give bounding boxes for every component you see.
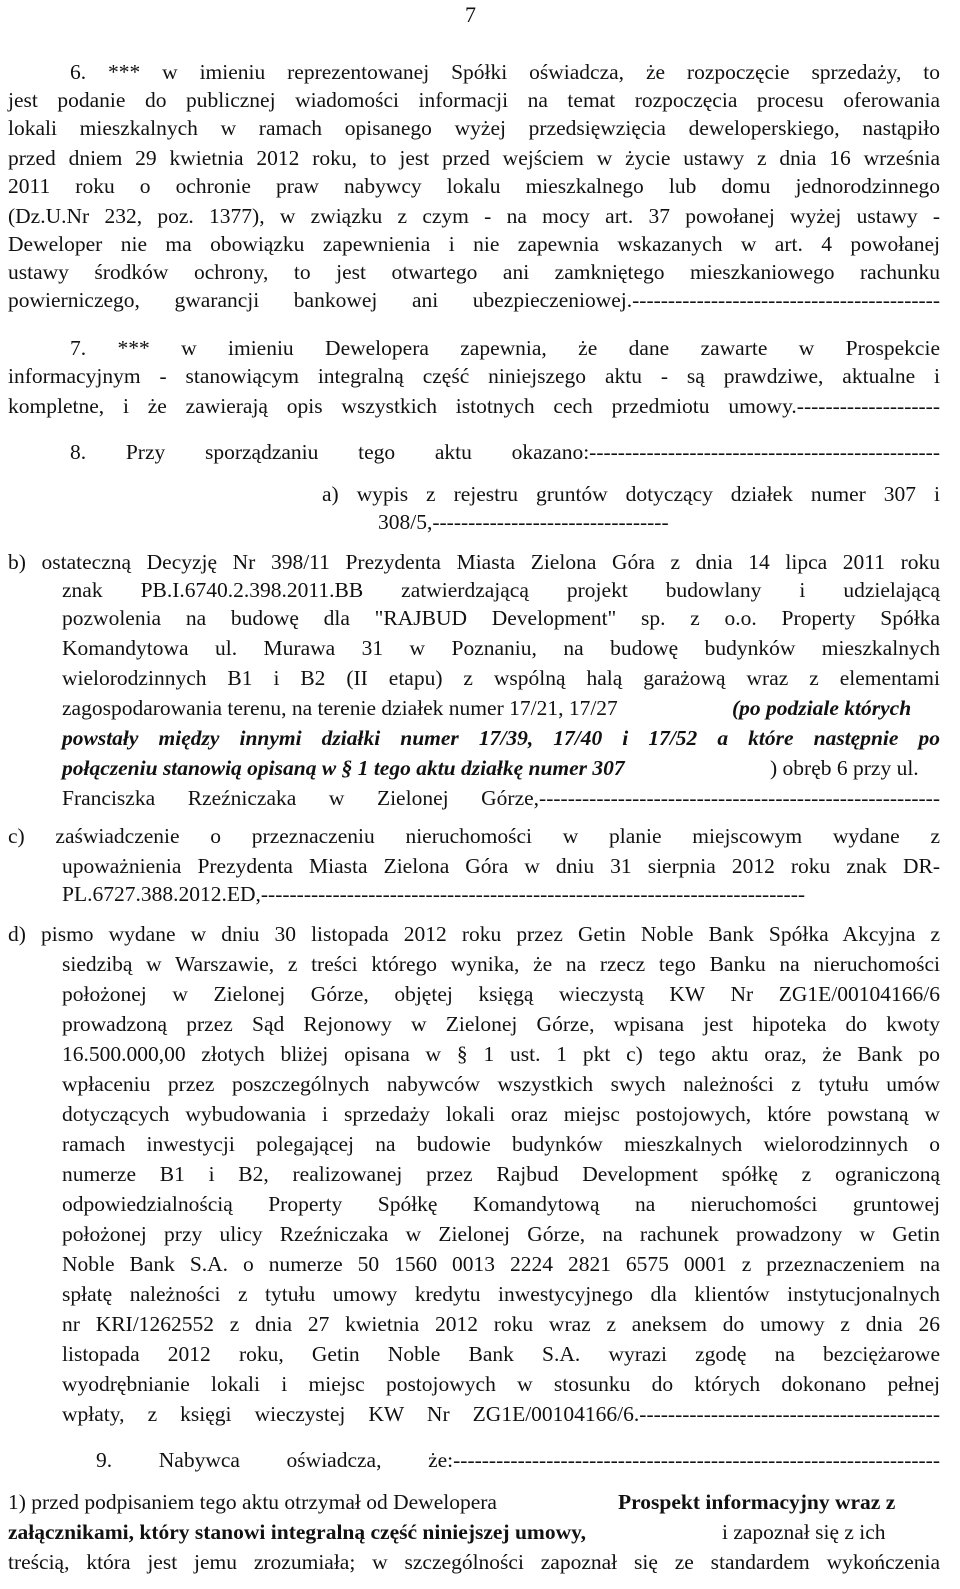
text-line: numerze B1 i B2, realizowanej przez Rajbud Development spółkę z ograniczoną [62,1162,940,1186]
text-line: b) ostateczną Decyzję Nr 398/11 Prezydenta Miasta Zielona Góra z dnia 14 lipca 2011 roku [8,550,940,574]
text-line: listopada 2012 roku, Getin Noble Bank S.A. wyrazi zgodę na bezciężarowe [62,1342,940,1366]
text-line: (po podziale których [732,696,912,720]
text-line: PL.6727.388.2012.ED,---------------------------------------------------------------------------- [62,882,806,906]
text-line: d) pismo wydane w dniu 30 listopada 2012 roku przez Getin Noble Bank Spółka Akcyjna z [8,922,940,946]
text-line: 16.500.000,00 złotych bliżej opisana w § 1 ust. 1 pkt c) tego aktu oraz, że Bank po [62,1042,940,1066]
text-line: Franciszka Rzeźniczaka w Zielonej Górze,-------------------------------------------------------- [62,786,940,810]
text-line: znak PB.I.6740.2.398.2011.BB zatwierdzającą projekt budowlany i udzielającą [62,578,940,602]
text-line: kompletne, i że zawierają opis wszystkich istotnych cech przedmiotu umowy.-------------------- [8,394,940,418]
text-line: wielorodzinnych B1 i B2 (II etapu) z wspólną halą garażową wraz z elementami [62,666,940,690]
text-line: wyodrębnianie lokali i miejsc postojowych w stosunku do których dokonano pełnej [62,1372,940,1396]
text-line: 6. *** w imieniu reprezentowanej Spółki oświadcza, że rozpoczęcie sprzedaży, to [70,60,940,84]
text-line: ustawy środków ochrony, to jest otwartego ani zamkniętego mieszkaniowego rachunku [8,260,940,284]
text-line: zagospodarowania terenu, na terenie działek numer 17/21, 17/27 [62,696,618,720]
text-line: Deweloper nie ma obowiązku zapewnienia i nie zapewnia wskazanych w art. 4 powołanej [8,232,940,256]
text-line: lokali mieszkalnych w ramach opisanego wyżej przedsięwzięcia deweloperskiego, nastąpiło [8,116,940,140]
text-line: spłatę należności z tytułu umowy kredytu inwestycyjnego dla klientów instytucjonalnych [62,1282,940,1306]
text-line: dotyczących wybudowania i sprzedaży lokali oraz miejsc postojowych, które powstaną w [62,1102,940,1126]
text-line: odpowiedzialnością Property Spółkę Komandytową na nieruchomości gruntowej [62,1192,940,1216]
text-line: nr KRI/1262552 z dnia 27 kwietnia 2012 roku wraz z aneksem do umowy z dnia 26 [62,1312,940,1336]
text-line: powstały między innymi działki numer 17/39, 17/40 i 17/52 a które następnie po [62,726,940,750]
text-line: powierniczego, gwarancji bankowej ani ubezpieczeniowej.------------------------------------------- [8,288,940,312]
page-number: 7 [465,2,476,27]
text-line: położonej w Zielonej Górze, objętej księgą wieczystą KW Nr ZG1E/00104166/6 [62,982,940,1006]
text-line: upoważnienia Prezydenta Miasta Zielona Góra w dniu 31 sierpnia 2012 roku znak DR- [62,854,940,878]
text-line: 1) przed podpisaniem tego aktu otrzymał od Dewelopera [8,1490,497,1514]
text-line: 9. Nabywca oświadcza, że:-------------------------------------------------------------------- [96,1448,940,1472]
text-line: 308/5,--------------------------------- [378,510,669,534]
text-line: c) zaświadczenie o przeznaczeniu nieruchomości w planie miejscowym wydane z [8,824,940,848]
text-line: 2011 roku o ochronie praw nabywcy lokalu mieszkalnego lub domu jednorodzinnego [8,174,940,198]
text-line: treścią, która jest jemu zrozumiała; w szczególności zapoznał się ze standardem wykończenia [8,1550,940,1574]
text-line: Komandytowa ul. Murawa 31 w Poznaniu, na budowę budynków mieszkalnych [62,636,940,660]
text-line: ramach inwestycji polegającej na budowie budynków mieszkalnych wielorodzinnych o [62,1132,940,1156]
text-line: (Dz.U.Nr 232, poz. 1377), w związku z czym - na mocy art. 37 powołanej wyżej ustawy - [8,204,940,228]
text-line: 7. *** w imieniu Dewelopera zapewnia, że dane zawarte w Prospekcie [70,336,940,360]
text-line: ) obręb 6 przy ul. [770,756,919,780]
text-line: połączeniu stanowią opisaną w § 1 tego aktu działkę numer 307 [62,756,625,780]
text-line: Prospekt informacyjny wraz z [618,1490,896,1514]
text-line: siedzibą w Warszawie, z treści którego wynika, że na rzecz tego Banku na nieruchomości [62,952,940,976]
text-line: jest podanie do publicznej wiadomości informacji na temat rozpoczęcia procesu oferowania [8,88,940,112]
text-line: prowadzoną przez Sąd Rejonowy w Zielonej Górze, wpisana jest hipoteka do kwoty [62,1012,940,1036]
text-line: informacyjnym - stanowiącym integralną część niniejszego aktu - są prawdziwe, aktualne i [8,364,940,388]
text-line: pozwolenia na budowę dla "RAJBUD Development" sp. z o.o. Property Spółka [62,606,940,630]
text-line: przed dniem 29 kwietnia 2012 roku, to jest przed wejściem w życie ustawy z dnia 16 września [8,146,940,170]
text-line: i zapoznał się z ich [722,1520,886,1544]
text-line: załącznikami, który stanowi integralną część niniejszej umowy, [8,1520,587,1544]
text-line: położonej przy ulicy Rzeźniczaka w Zielonej Górze, na rachunek prowadzony w Getin [62,1222,940,1246]
text-line: wpłaceniu przez poszczególnych nabywców wszystkich swych należności z tytułu umów [62,1072,940,1096]
text-line: Noble Bank S.A. o numerze 50 1560 0013 2224 2821 6575 0001 z przeznaczeniem na [62,1252,940,1276]
text-line: wpłaty, z księgi wieczystej KW Nr ZG1E/00104166/6.------------------------------------------ [62,1402,940,1426]
text-line: 8. Przy sporządzaniu tego aktu okazano:------------------------------------------------- [70,440,940,464]
text-line: a) wypis z rejestru gruntów dotyczący działek numer 307 i [322,482,940,506]
